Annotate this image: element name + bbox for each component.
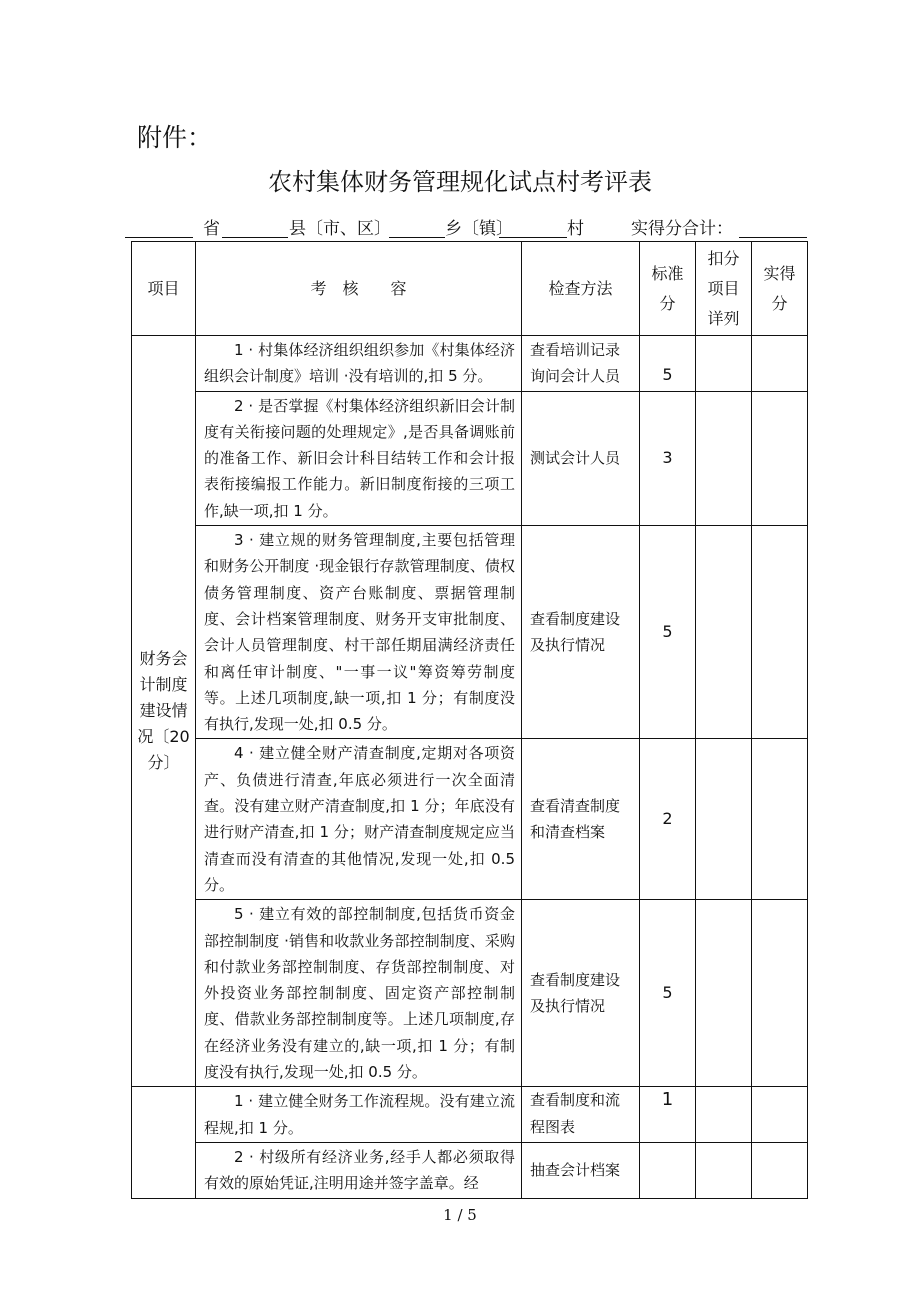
evaluation-table bbox=[131, 241, 808, 1199]
row-content: 3 · 建立规的财务管理制度,主要包括管理和财务公开制度 ·现金银行存款管理制度、债权债务管理制度、资产台账制度、票据管理制度、会计档案管理制度、财务开支审批制度、会计人员管理制度、村干部任期届满经济责任和离任审计制度、"一事一议"筹资筹劳制度等。上述几项制度,缺一项,扣 1 分；有制度没有执行,发现一处,扣 0.5 分。 bbox=[196, 526, 522, 739]
row-deduction-cell bbox=[696, 336, 752, 392]
row-standard-score bbox=[640, 1142, 696, 1198]
row-method: 查看制度建设及执行情况 bbox=[522, 900, 640, 1087]
table-row bbox=[132, 1142, 808, 1198]
row-actual-cell bbox=[752, 900, 808, 1087]
row-deduction-cell bbox=[696, 739, 752, 900]
row-content: 2 · 村级所有经济业务,经手人都必须取得有效的原始凭证,注明用途并签字盖章。经 bbox=[196, 1142, 522, 1198]
table-row bbox=[132, 1087, 808, 1143]
row-standard-score: 1 bbox=[640, 1087, 696, 1143]
row-standard-score: 3 bbox=[640, 391, 696, 525]
row-content: 1 · 建立健全财务工作流程规。没有建立流程规,扣 1 分。 bbox=[196, 1087, 522, 1143]
row-standard-score: 2 bbox=[640, 739, 696, 900]
header-content: 考 核 容 bbox=[196, 242, 522, 336]
header-method: 检查方法 bbox=[522, 242, 640, 336]
row-deduction-cell bbox=[696, 526, 752, 739]
county-label: 县〔市、区〕 bbox=[289, 219, 391, 239]
row-standard-score: 5 bbox=[640, 526, 696, 739]
table-header-row bbox=[132, 242, 808, 336]
county-blank bbox=[222, 237, 288, 238]
province-blank bbox=[125, 237, 193, 238]
row-standard-score: 5 bbox=[640, 336, 696, 392]
row-content: 2 · 是否掌握《村集体经济组织新旧会计制度有关衔接问题的处理规定》,是否具备调账前的准备工作、新旧会计科目结转工作和会计报表衔接编报工作能力。新旧制度衔接的三项工作,缺一项,扣 1 分。 bbox=[196, 391, 522, 525]
row-method: 查看培训记录询问会计人员 bbox=[522, 336, 640, 392]
row-deduction-cell bbox=[696, 900, 752, 1087]
township-blank bbox=[389, 237, 445, 238]
category-cell-empty bbox=[132, 1087, 196, 1199]
total-score-label: 实得分合计： bbox=[631, 219, 733, 239]
row-actual-cell bbox=[752, 336, 808, 392]
row-actual-cell bbox=[752, 739, 808, 900]
header-standard: 标准分 bbox=[640, 242, 696, 336]
row-actual-cell bbox=[752, 1142, 808, 1198]
table-row bbox=[132, 336, 808, 392]
attachment-label: 附件： bbox=[137, 123, 213, 152]
township-label: 乡〔镇〕 bbox=[445, 219, 513, 239]
document-title: 农村集体财务管理规化试点村考评表 bbox=[268, 168, 652, 196]
header-actual: 实得分 bbox=[752, 242, 808, 336]
row-actual-cell bbox=[752, 1087, 808, 1143]
row-content: 5 · 建立有效的部控制制度,包括货币资金部控制制度 ·销售和收款业务部控制制度、采购和付款业务部控制制度、存货部控制制度、对外投资业务部控制制度、固定资产部控制制度、借款业务部控制制度等。上述几项制度,存在经济业务没有建立的,缺一项,扣 1 分；有制度没有执行,发现一处,扣 0.5 分。 bbox=[196, 900, 522, 1087]
page-number: 1 / 5 bbox=[443, 1206, 477, 1224]
row-deduction-cell bbox=[696, 391, 752, 525]
header-item: 项目 bbox=[132, 242, 196, 336]
row-deduction-cell bbox=[696, 1087, 752, 1143]
table-row bbox=[132, 739, 808, 900]
table-row bbox=[132, 526, 808, 739]
province-label: 省 bbox=[203, 219, 220, 239]
row-method: 查看清查制度和清查档案 bbox=[522, 739, 640, 900]
row-actual-cell bbox=[752, 391, 808, 525]
table-row bbox=[132, 391, 808, 525]
row-method: 抽查会计档案 bbox=[522, 1142, 640, 1198]
row-standard-score: 5 bbox=[640, 900, 696, 1087]
header-deduction: 扣分项目详列 bbox=[696, 242, 752, 336]
row-method: 测试会计人员 bbox=[522, 391, 640, 525]
village-label: 村 bbox=[567, 219, 584, 239]
row-content: 4 · 建立健全财产清查制度,定期对各项资产、负债进行清查,年底必须进行一次全面清查。没有建立财产清查制度,扣 1 分；年底没有进行财产清查,扣 1 分；财产清查制度规定应当清查而没有清查的其他情况,发现一处,扣 0.5 分。 bbox=[196, 739, 522, 900]
village-blank bbox=[499, 237, 567, 238]
row-method: 查看制度和流程图表 bbox=[522, 1087, 640, 1143]
row-deduction-cell bbox=[696, 1142, 752, 1198]
row-method: 查看制度建设及执行情况 bbox=[522, 526, 640, 739]
header-fill-line bbox=[125, 210, 807, 242]
row-content: 1 · 村集体经济组织组织参加《村集体经济组织会计制度》培训 ·没有培训的,扣 5 分。 bbox=[196, 336, 522, 392]
category-financial-system: 财务会计制度建设情况〔20分〕 bbox=[132, 336, 196, 1087]
table-row bbox=[132, 900, 808, 1087]
total-score-blank bbox=[739, 237, 807, 238]
row-actual-cell bbox=[752, 526, 808, 739]
